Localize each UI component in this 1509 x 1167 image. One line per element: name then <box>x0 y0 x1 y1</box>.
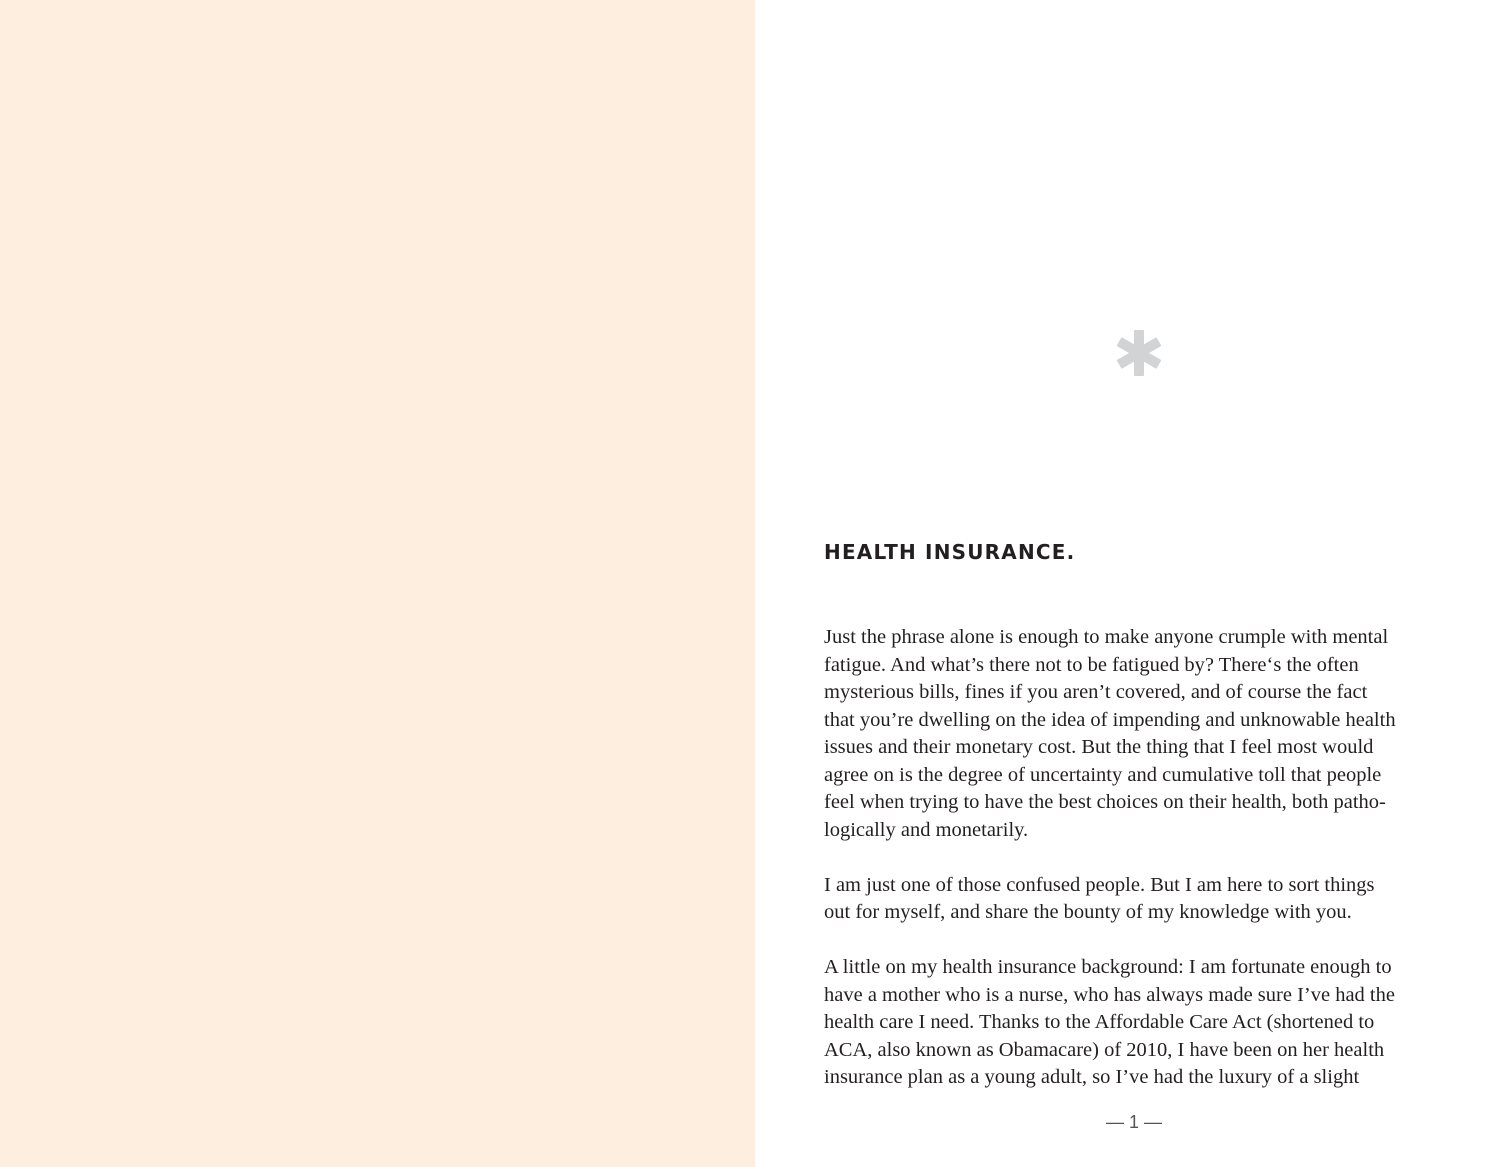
paragraph-3 <box>824 954 1448 1092</box>
text-line: have a mother who is a nurse, who has always made sure I’ve had the <box>824 983 1395 1006</box>
text-line: insurance plan as a young adult, so I’ve had the luxury of a slight <box>824 1066 1360 1088</box>
text-line: fatigue. And what’s there not to be fatigued by? There‘s the often <box>824 653 1359 676</box>
text-line: health care I need. Thanks to the Affordable Care Act (shortened to <box>824 1011 1375 1033</box>
chapter-heading: HEALTH INSURANCE. <box>824 540 1076 564</box>
text-line: I am just one of those confused people. But I am here to sort things <box>824 873 1375 896</box>
text-line: out for myself, and share the bounty of my knowledge with you. <box>824 901 1352 923</box>
asterisk-icon <box>1116 330 1162 376</box>
text-line: A little on my health insurance background: I am fortunate enough to <box>824 956 1392 978</box>
text-line: mysterious bills, fines if you aren’t covered, and of course the fact <box>824 681 1368 703</box>
text-line: agree on is the degree of uncertainty and cumulative toll that people <box>824 763 1382 786</box>
page-number: — 1 — <box>1105 1112 1162 1132</box>
body-text <box>824 624 1448 1119</box>
text-line: Just the phrase alone is enough to make anyone crumple with mental <box>824 626 1389 648</box>
text-line: logically and monetarily. <box>824 818 1029 841</box>
text-line: feel when trying to have the best choices on their health, both patho- <box>824 791 1386 813</box>
paragraph-1 <box>824 624 1448 844</box>
paragraph-2 <box>824 872 1448 927</box>
text-line: issues and their monetary cost. But the thing that I feel most would <box>824 736 1374 758</box>
text-line: that you’re dwelling on the idea of impending and unknowable health <box>824 708 1396 731</box>
text-line: ACA, also known as Obamacare) of 2010, I have been on her health <box>824 1038 1385 1061</box>
